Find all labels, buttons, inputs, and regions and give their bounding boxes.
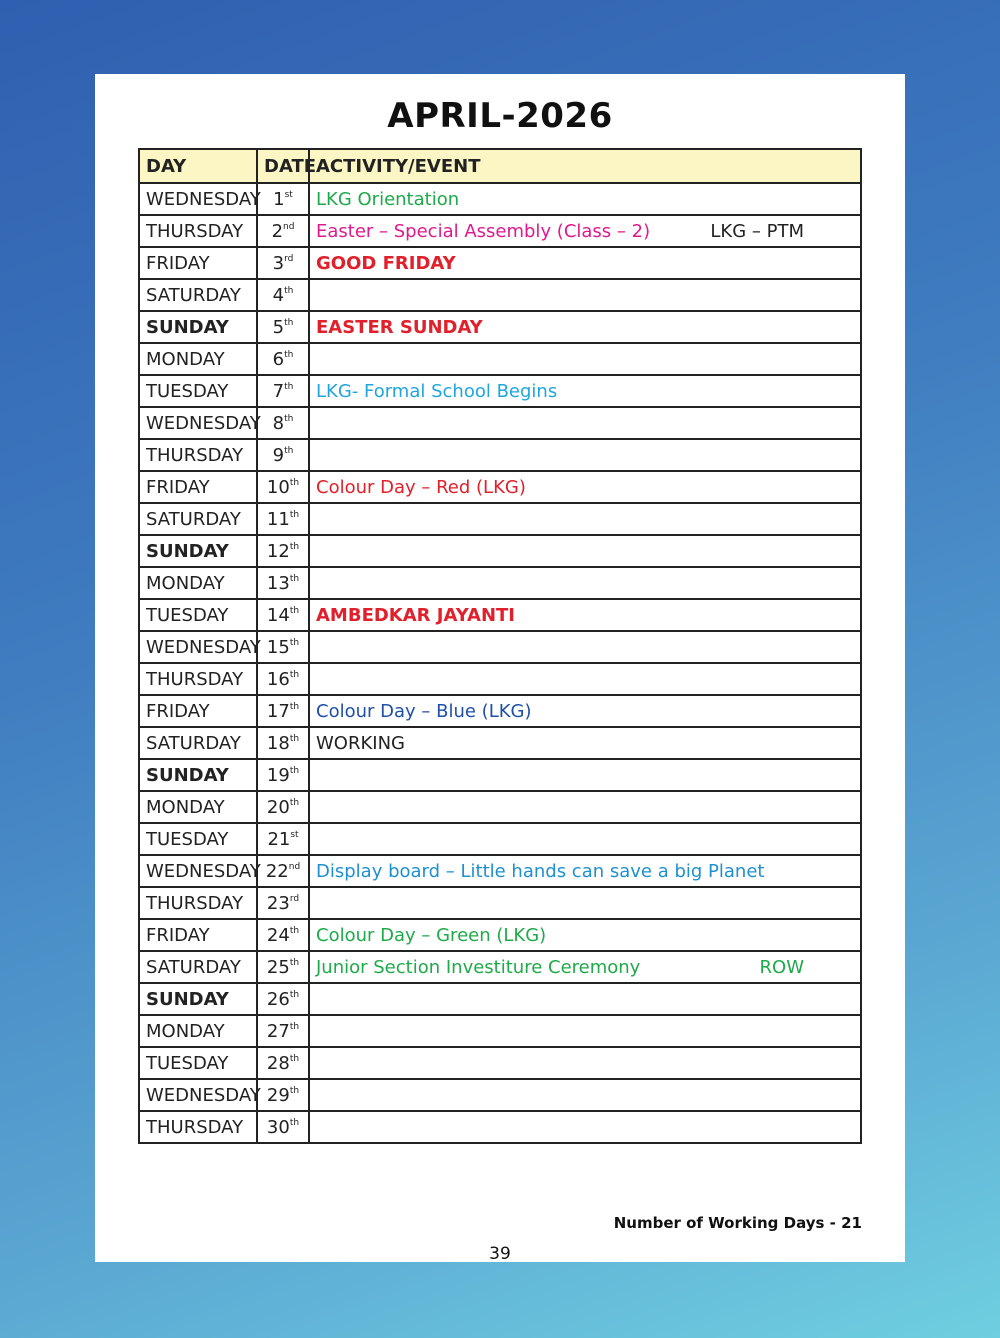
day-cell: WEDNESDAY	[139, 407, 257, 439]
date-suffix: th	[284, 317, 294, 328]
date-suffix: th	[284, 445, 294, 456]
activity-text: Colour Day – Green (LKG)	[316, 924, 547, 946]
date-cell	[257, 279, 309, 311]
activity-cell	[309, 279, 861, 311]
date-cell	[257, 919, 309, 951]
date-number: 29	[266, 1084, 290, 1106]
activity-cell	[309, 439, 861, 471]
table-row	[139, 855, 861, 887]
activity-cell	[309, 1047, 861, 1079]
date-number: 1	[273, 188, 285, 210]
activity-cell	[309, 1111, 861, 1143]
date-cell	[257, 1079, 309, 1111]
table-row	[139, 791, 861, 823]
date-suffix: rd	[284, 253, 294, 264]
day-cell: WEDNESDAY	[139, 1079, 257, 1111]
date-number: 14	[266, 604, 290, 626]
day-cell: WEDNESDAY	[139, 631, 257, 663]
date-cell	[257, 759, 309, 791]
date-number: 9	[272, 444, 285, 466]
date-suffix: th	[289, 1053, 300, 1064]
activity-cell	[309, 887, 861, 919]
day-cell: TUESDAY	[139, 823, 257, 855]
date-cell	[257, 887, 309, 919]
date-suffix: th	[289, 925, 300, 936]
activity-secondary-text: ROW	[759, 956, 804, 978]
table-row	[139, 599, 861, 631]
date-suffix: th	[289, 989, 300, 1000]
table-row	[139, 407, 861, 439]
date-suffix: th	[289, 797, 300, 808]
table-row	[139, 1079, 861, 1111]
activity-text: LKG- Formal School Begins	[316, 380, 558, 402]
date-number: 8	[272, 412, 285, 434]
activity-secondary-text: LKG – PTM	[710, 220, 804, 242]
activity-cell	[309, 375, 861, 407]
activity-cell	[309, 215, 861, 247]
table-row	[139, 375, 861, 407]
table-row	[139, 535, 861, 567]
activity-cell	[309, 247, 861, 279]
activity-cell	[309, 663, 861, 695]
date-number: 5	[272, 316, 285, 338]
date-cell	[257, 791, 309, 823]
day-cell: TUESDAY	[139, 375, 257, 407]
activity-cell	[309, 727, 861, 759]
table-row	[139, 695, 861, 727]
date-suffix: th	[289, 605, 300, 616]
activity-cell	[309, 919, 861, 951]
date-number: 27	[266, 1020, 290, 1042]
table-row	[139, 343, 861, 375]
date-suffix: th	[284, 349, 294, 360]
table-row	[139, 759, 861, 791]
date-suffix: th	[289, 637, 300, 648]
activity-cell	[309, 567, 861, 599]
day-cell: WEDNESDAY	[139, 183, 257, 215]
date-suffix: nd	[283, 221, 295, 232]
day-cell: THURSDAY	[139, 1111, 257, 1143]
date-cell	[257, 951, 309, 983]
activity-cell	[309, 471, 861, 503]
date-suffix: th	[289, 1085, 300, 1096]
date-suffix: th	[289, 541, 300, 552]
date-number: 18	[266, 732, 290, 754]
date-number: 13	[266, 572, 290, 594]
date-cell	[257, 375, 309, 407]
date-suffix: th	[289, 509, 300, 520]
date-cell	[257, 247, 309, 279]
date-number: 24	[266, 924, 290, 946]
day-cell: FRIDAY	[139, 247, 257, 279]
day-cell: MONDAY	[139, 343, 257, 375]
date-suffix: th	[289, 1021, 300, 1032]
date-cell	[257, 727, 309, 759]
date-number: 19	[266, 764, 290, 786]
activity-cell	[309, 599, 861, 631]
date-suffix: th	[289, 733, 300, 744]
day-cell: TUESDAY	[139, 1047, 257, 1079]
working-days-note: Number of Working Days - 21	[613, 1214, 862, 1232]
date-cell	[257, 183, 309, 215]
date-number: 12	[266, 540, 290, 562]
date-number: 3	[272, 252, 285, 274]
date-cell	[257, 663, 309, 695]
table-row	[139, 503, 861, 535]
date-suffix: nd	[288, 861, 301, 872]
date-cell	[257, 1015, 309, 1047]
day-cell: FRIDAY	[139, 919, 257, 951]
header-activity: ACTIVITY/EVENT	[309, 149, 861, 183]
date-suffix: th	[284, 381, 294, 392]
activity-text: Junior Section Investiture Ceremony	[316, 956, 641, 978]
date-cell	[257, 855, 309, 887]
table-row	[139, 439, 861, 471]
activity-cell	[309, 407, 861, 439]
activity-cell	[309, 759, 861, 791]
table-row	[139, 311, 861, 343]
date-suffix: th	[284, 413, 294, 424]
activity-cell	[309, 503, 861, 535]
activity-cell	[309, 951, 861, 983]
date-number: 25	[266, 956, 290, 978]
date-number: 10	[266, 476, 290, 498]
activity-cell	[309, 855, 861, 887]
table-row	[139, 983, 861, 1015]
day-cell: SATURDAY	[139, 503, 257, 535]
day-cell: SUNDAY	[139, 983, 257, 1015]
activity-text: LKG Orientation	[316, 188, 460, 210]
header-day: DAY	[139, 149, 257, 183]
header-row	[139, 149, 861, 183]
day-cell: SATURDAY	[139, 951, 257, 983]
date-number: 26	[266, 988, 290, 1010]
date-number: 16	[266, 668, 290, 690]
activity-cell	[309, 631, 861, 663]
date-suffix: th	[289, 1117, 300, 1128]
date-suffix: th	[289, 477, 300, 488]
activity-cell	[309, 1079, 861, 1111]
date-cell	[257, 311, 309, 343]
table-row	[139, 1015, 861, 1047]
day-cell: THURSDAY	[139, 887, 257, 919]
date-suffix: st	[290, 829, 299, 840]
date-cell	[257, 439, 309, 471]
date-cell	[257, 1111, 309, 1143]
day-cell: SATURDAY	[139, 279, 257, 311]
date-number: 22	[265, 860, 289, 882]
table-row	[139, 887, 861, 919]
day-cell: WEDNESDAY	[139, 855, 257, 887]
table-row	[139, 1111, 861, 1143]
date-suffix: st	[284, 189, 293, 200]
activity-text: GOOD FRIDAY	[316, 252, 456, 274]
day-cell: THURSDAY	[139, 439, 257, 471]
activity-cell	[309, 791, 861, 823]
activity-text: Display board – Little hands can save a big Planet	[316, 860, 765, 882]
date-cell	[257, 471, 309, 503]
calendar-table	[138, 148, 862, 1144]
date-suffix: th	[284, 285, 294, 296]
date-number: 11	[266, 508, 290, 530]
date-number: 6	[272, 348, 285, 370]
activity-cell	[309, 343, 861, 375]
day-cell: THURSDAY	[139, 663, 257, 695]
date-cell	[257, 823, 309, 855]
activity-cell	[309, 983, 861, 1015]
activity-text: EASTER SUNDAY	[316, 316, 483, 338]
date-suffix: th	[289, 957, 300, 968]
date-suffix: th	[289, 765, 300, 776]
date-cell	[257, 535, 309, 567]
date-number: 21	[267, 828, 291, 850]
table-row	[139, 631, 861, 663]
date-suffix: th	[289, 573, 300, 584]
date-cell	[257, 1047, 309, 1079]
table-row	[139, 823, 861, 855]
day-cell: MONDAY	[139, 567, 257, 599]
table-row	[139, 471, 861, 503]
activity-text: Colour Day – Red (LKG)	[316, 476, 526, 498]
table-row	[139, 279, 861, 311]
day-cell: MONDAY	[139, 791, 257, 823]
date-cell	[257, 567, 309, 599]
page-number: 39	[489, 1244, 511, 1264]
date-cell	[257, 695, 309, 727]
date-suffix: th	[289, 701, 300, 712]
activity-cell	[309, 535, 861, 567]
date-cell	[257, 599, 309, 631]
table-row	[139, 727, 861, 759]
activity-cell	[309, 183, 861, 215]
activity-cell	[309, 311, 861, 343]
activity-text: WORKING	[316, 732, 405, 754]
header-date: DATE	[257, 149, 309, 183]
date-cell	[257, 503, 309, 535]
day-cell: MONDAY	[139, 1015, 257, 1047]
activity-cell	[309, 1015, 861, 1047]
date-number: 4	[272, 284, 285, 306]
date-suffix: rd	[289, 893, 300, 904]
date-number: 17	[266, 700, 290, 722]
table-row	[139, 1047, 861, 1079]
day-cell: TUESDAY	[139, 599, 257, 631]
date-cell	[257, 407, 309, 439]
table-row	[139, 567, 861, 599]
date-number: 7	[272, 380, 285, 402]
date-number: 23	[266, 892, 290, 914]
day-cell: THURSDAY	[139, 215, 257, 247]
date-cell	[257, 215, 309, 247]
date-suffix: th	[289, 669, 300, 680]
date-cell	[257, 343, 309, 375]
date-number: 28	[266, 1052, 290, 1074]
day-cell: SUNDAY	[139, 311, 257, 343]
activity-cell	[309, 823, 861, 855]
day-cell: SATURDAY	[139, 727, 257, 759]
date-number: 2	[271, 220, 284, 242]
table-row	[139, 247, 861, 279]
date-cell	[257, 631, 309, 663]
day-cell: SUNDAY	[139, 535, 257, 567]
table-row	[139, 183, 861, 215]
table-row	[139, 951, 861, 983]
date-number: 15	[266, 636, 290, 658]
table-row	[139, 919, 861, 951]
activity-text: Colour Day – Blue (LKG)	[316, 700, 532, 722]
day-cell: SUNDAY	[139, 759, 257, 791]
activity-cell	[309, 695, 861, 727]
table-row	[139, 663, 861, 695]
page-title: APRIL-2026	[387, 96, 613, 136]
table-row	[139, 215, 861, 247]
day-cell: FRIDAY	[139, 471, 257, 503]
activity-text: AMBEDKAR JAYANTI	[316, 604, 515, 626]
date-number: 20	[266, 796, 290, 818]
activity-text: Easter – Special Assembly (Class – 2)	[316, 220, 651, 242]
date-cell	[257, 983, 309, 1015]
date-number: 30	[266, 1116, 290, 1138]
day-cell: FRIDAY	[139, 695, 257, 727]
